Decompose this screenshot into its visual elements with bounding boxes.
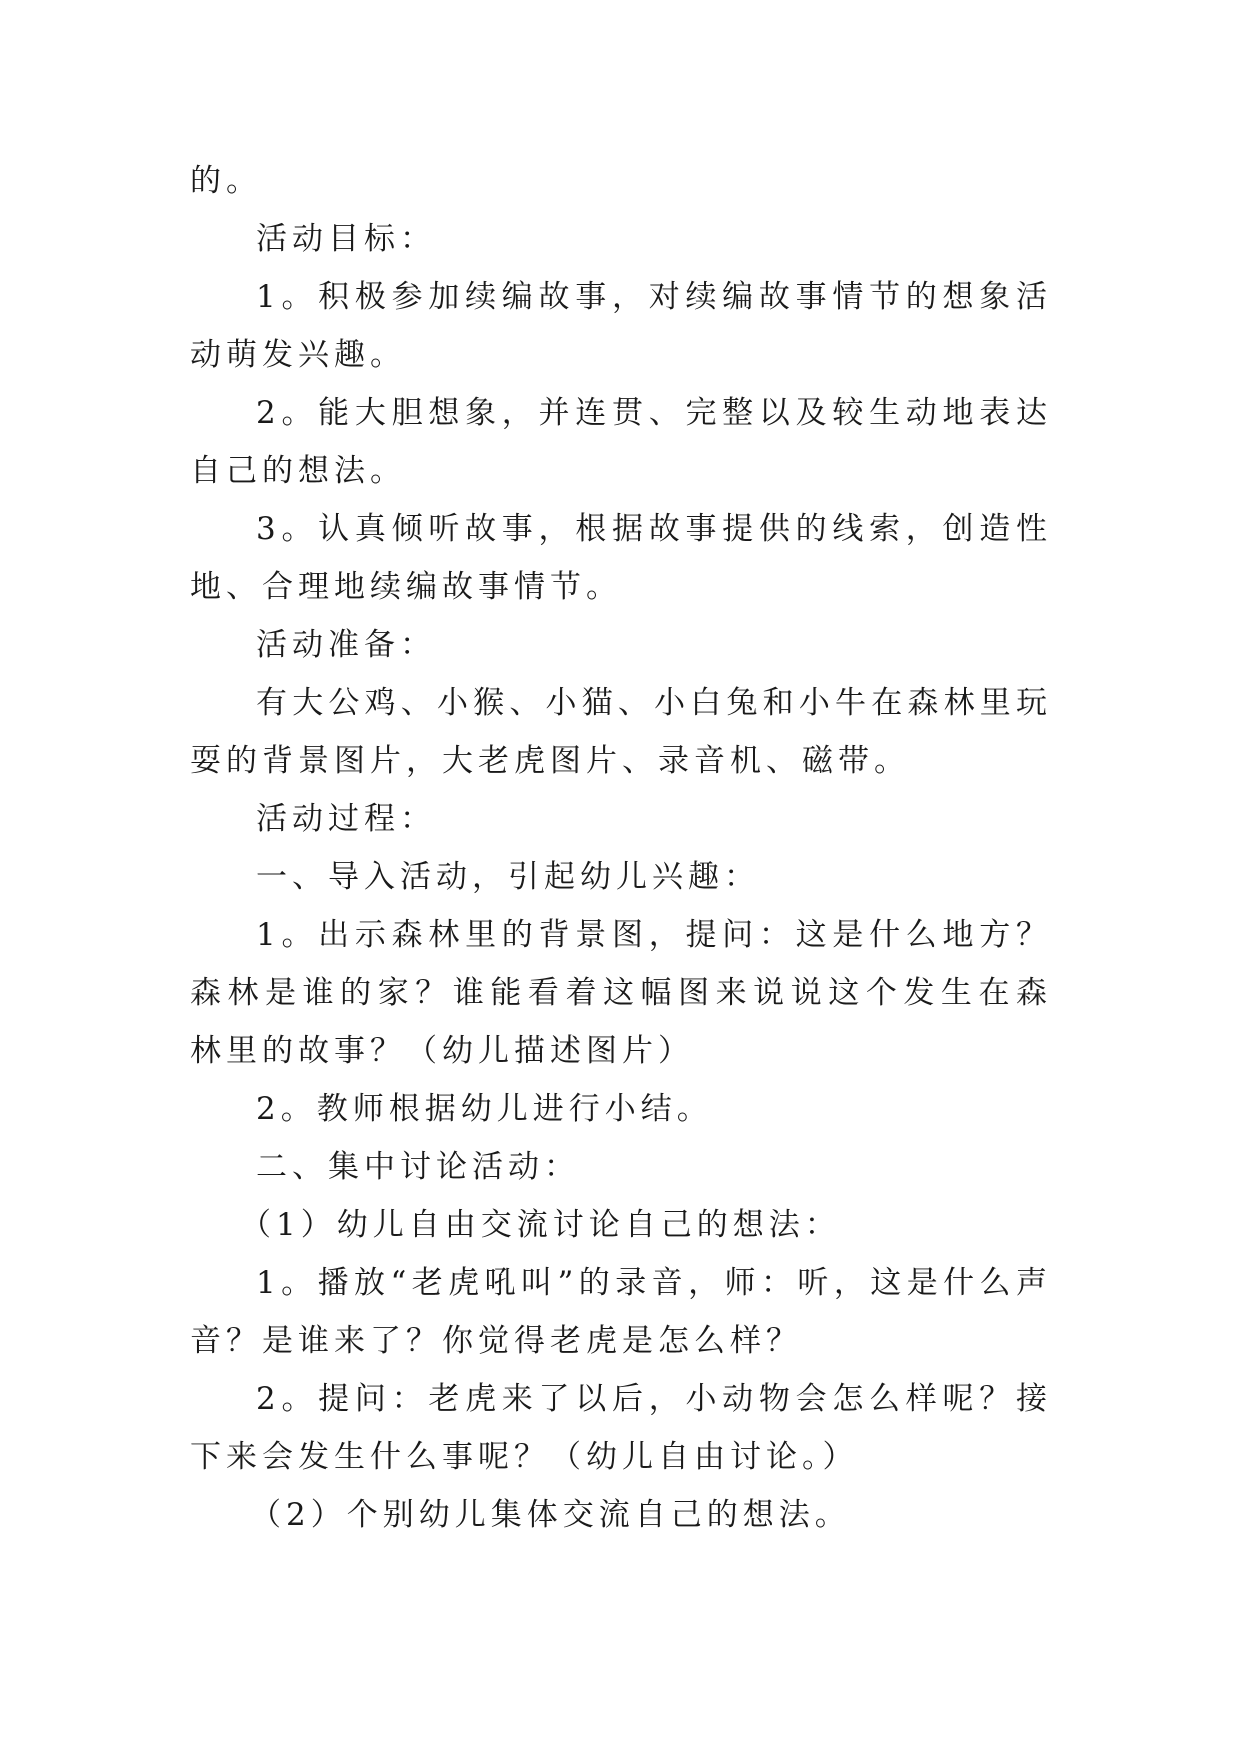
subsection-1-item-1: 1。播放“老虎吼叫”的录音，师：听，这是什么声音？是谁来了？你觉得老虎是怎么样？ [190, 1265, 1052, 1359]
section-one-heading: 一、导入活动，引起幼儿兴趣： [256, 859, 760, 895]
document-page [190, 152, 1052, 1544]
goal-item-1: 1。积极参加续编故事，对续编故事情节的想象活动萌发兴趣。 [190, 279, 1052, 373]
preparation-text: 有大公鸡、小猴、小猫、小白兔和小牛在森林里玩耍的背景图片，大老虎图片、录音机、磁带。 [190, 685, 1052, 779]
section-one-item-2: 2。教师根据幼儿进行小结。 [256, 1091, 713, 1127]
section-two-heading: 二、集中讨论活动： [256, 1149, 580, 1185]
subsection-1-heading: （1）幼儿自由交流讨论自己的想法： [240, 1207, 841, 1243]
heading-activity-process: 活动过程： [256, 801, 436, 837]
paragraph-fragment: 的。 [190, 163, 262, 199]
heading-activity-goals: 活动目标： [256, 221, 436, 257]
goal-item-3: 3。认真倾听故事，根据故事提供的线索，创造性地、合理地续编故事情节。 [190, 511, 1052, 605]
subsection-2-heading: （2）个别幼儿集体交流自己的想法。 [250, 1497, 851, 1533]
goal-item-2: 2。能大胆想象，并连贯、完整以及较生动地表达自己的想法。 [190, 395, 1052, 489]
section-one-item-1: 1。出示森林里的背景图，提问：这是什么地方？森林是谁的家？谁能看着这幅图来说说这个发生在森林里的故事？（幼儿描述图片） [190, 917, 1052, 1069]
subsection-1-item-2: 2。提问：老虎来了以后，小动物会怎么样呢？接下来会发生什么事呢？（幼儿自由讨论。） [190, 1381, 1052, 1475]
heading-activity-preparation: 活动准备： [256, 627, 436, 663]
